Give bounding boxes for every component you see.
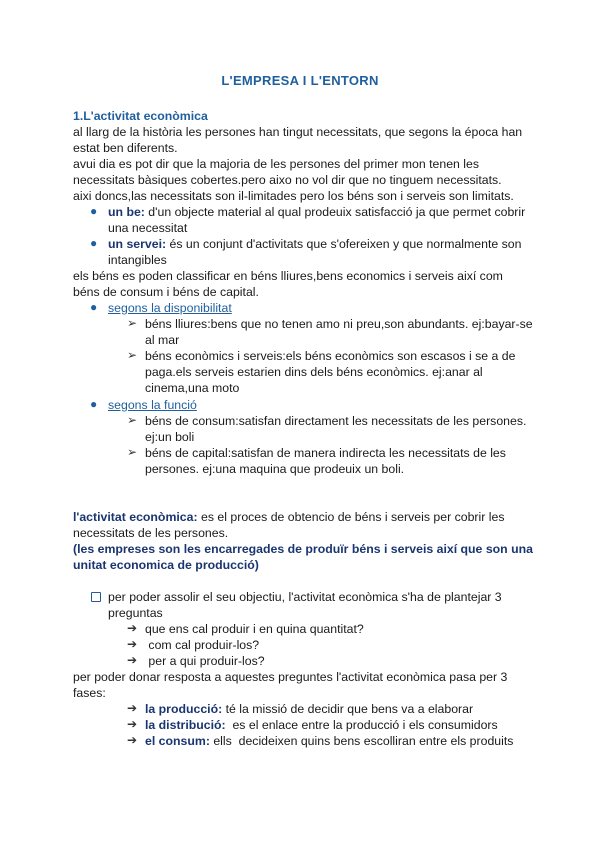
phase-text: es el enlace entre la producció i els consumidors <box>225 718 498 732</box>
list-item: béns lliures:bens que no tenen amo ni preu,son abundants. ej:bayar-se <box>145 317 533 331</box>
paragraph-line: els béns es poden classificar en béns lliures,bens economics i serveis així com <box>73 269 503 283</box>
list-item: béns de capital:satisfan de manera indirecta les necessitats de les <box>145 446 506 460</box>
paragraph-line: fases: <box>73 686 106 700</box>
question-item: per a qui produir-los? <box>145 654 265 668</box>
definition-text: és un conjunt d'activitats que s'ofereixen y que normalmente son <box>166 237 522 251</box>
list-item: béns de consum:satisfan directament les necessitats de les persones. <box>145 414 527 428</box>
bullet-dot-icon: ● <box>90 204 98 218</box>
paragraph-line: aixi doncs,las necessitats son il-limitades pero los béns son i serveis son limitats. <box>73 189 514 203</box>
definition-term: l'activitat econòmica: <box>73 510 198 524</box>
list-item-continuation: preguntas <box>108 606 163 620</box>
phase-item <box>145 733 513 749</box>
subsection-label: segons la funció <box>108 398 197 412</box>
bold-note: unitat economica de producció) <box>73 558 259 572</box>
list-item-continuation: persones. ej:una maquina que prodeuix un boli. <box>145 462 405 476</box>
bullet-dot-icon: ● <box>90 236 98 250</box>
list-item-continuation: cinema,una moto <box>145 381 240 395</box>
definition-text: d'un objecte material al qual prodeuix satisfacció ja que permet cobrir <box>144 205 526 219</box>
page-title: L'EMPRESA I L'ENTORN <box>221 73 379 88</box>
bold-note: (les empreses son les encarregades de produïr béns i serveis així que son una <box>73 542 533 556</box>
checkbox-bullet-icon <box>91 592 101 602</box>
definition-paragraph <box>73 509 504 525</box>
subsection-label: segons la disponibilitat <box>108 301 232 315</box>
list-item: béns econòmics i serveis:els béns econòmics son escasos i se a de <box>145 349 516 363</box>
arrow-right-icon: ➔ <box>127 621 138 635</box>
phase-item <box>145 717 498 733</box>
arrowhead-bullet-icon: ➢ <box>127 413 138 427</box>
list-item <box>108 236 521 252</box>
paragraph-line: avui dia es pot dir que la majoria de les persones del primer mon tenen les <box>73 157 480 171</box>
arrow-right-icon: ➔ <box>127 717 138 731</box>
paragraph-line: béns de consum i béns de capital. <box>73 285 259 299</box>
list-item-continuation: una necessitat <box>108 221 188 235</box>
arrowhead-bullet-icon: ➢ <box>127 348 138 362</box>
paragraph-line: necessitats bàsiques cobertes.pero aixo no vol dir que no tinguem necessitats. <box>73 173 502 187</box>
list-item: per poder assolir el seu objectiu, l'activitat econòmica s'ha de plantejar 3 <box>108 590 502 604</box>
arrowhead-bullet-icon: ➢ <box>127 316 138 330</box>
question-item: com cal produir-los? <box>145 638 260 652</box>
paragraph-line: per poder donar resposta a aquestes preguntes l'activitat econòmica pasa per 3 <box>73 670 508 684</box>
list-item <box>108 204 525 220</box>
question-item: que ens cal produir i en quina quantitat? <box>145 622 364 636</box>
list-item-continuation: paga.els serveis estarien dins dels béns econòmics. ej:anar al <box>145 365 483 379</box>
phase-item <box>145 701 473 717</box>
arrowhead-bullet-icon: ➢ <box>127 445 138 459</box>
paragraph-line: al llarg de la història les persones han tingut necessitats, que segons la época han <box>73 125 523 139</box>
definition-term: un servei: <box>108 237 167 251</box>
bullet-circle-icon: ● <box>90 300 98 314</box>
list-item-continuation: intangibles <box>108 253 167 267</box>
paragraph-line: necessitats de les persones. <box>73 526 229 540</box>
phase-term: la producció: <box>145 702 223 716</box>
phase-text: ells decideixen quins bens escolliran entre els produits <box>209 734 514 748</box>
definition-term: un be: <box>108 205 145 219</box>
list-item-continuation: al mar <box>145 333 180 347</box>
list-item-continuation: ej:un boli <box>145 430 195 444</box>
bullet-circle-icon: ● <box>90 397 98 411</box>
definition-text: es el proces de obtencio de béns i serveis per cobrir les <box>197 510 505 524</box>
arrow-right-icon: ➔ <box>127 733 138 747</box>
arrow-right-icon: ➔ <box>127 637 138 651</box>
section-heading: 1.L'activitat econòmica <box>73 109 208 123</box>
arrow-right-icon: ➔ <box>127 701 138 715</box>
phase-term: la distribució: <box>145 718 226 732</box>
phase-text: té la missió de decidir que bens va a elaborar <box>222 702 474 716</box>
paragraph-line: estat ben diferents. <box>73 141 178 155</box>
phase-term: el consum: <box>145 734 210 748</box>
arrow-right-icon: ➔ <box>127 653 138 667</box>
